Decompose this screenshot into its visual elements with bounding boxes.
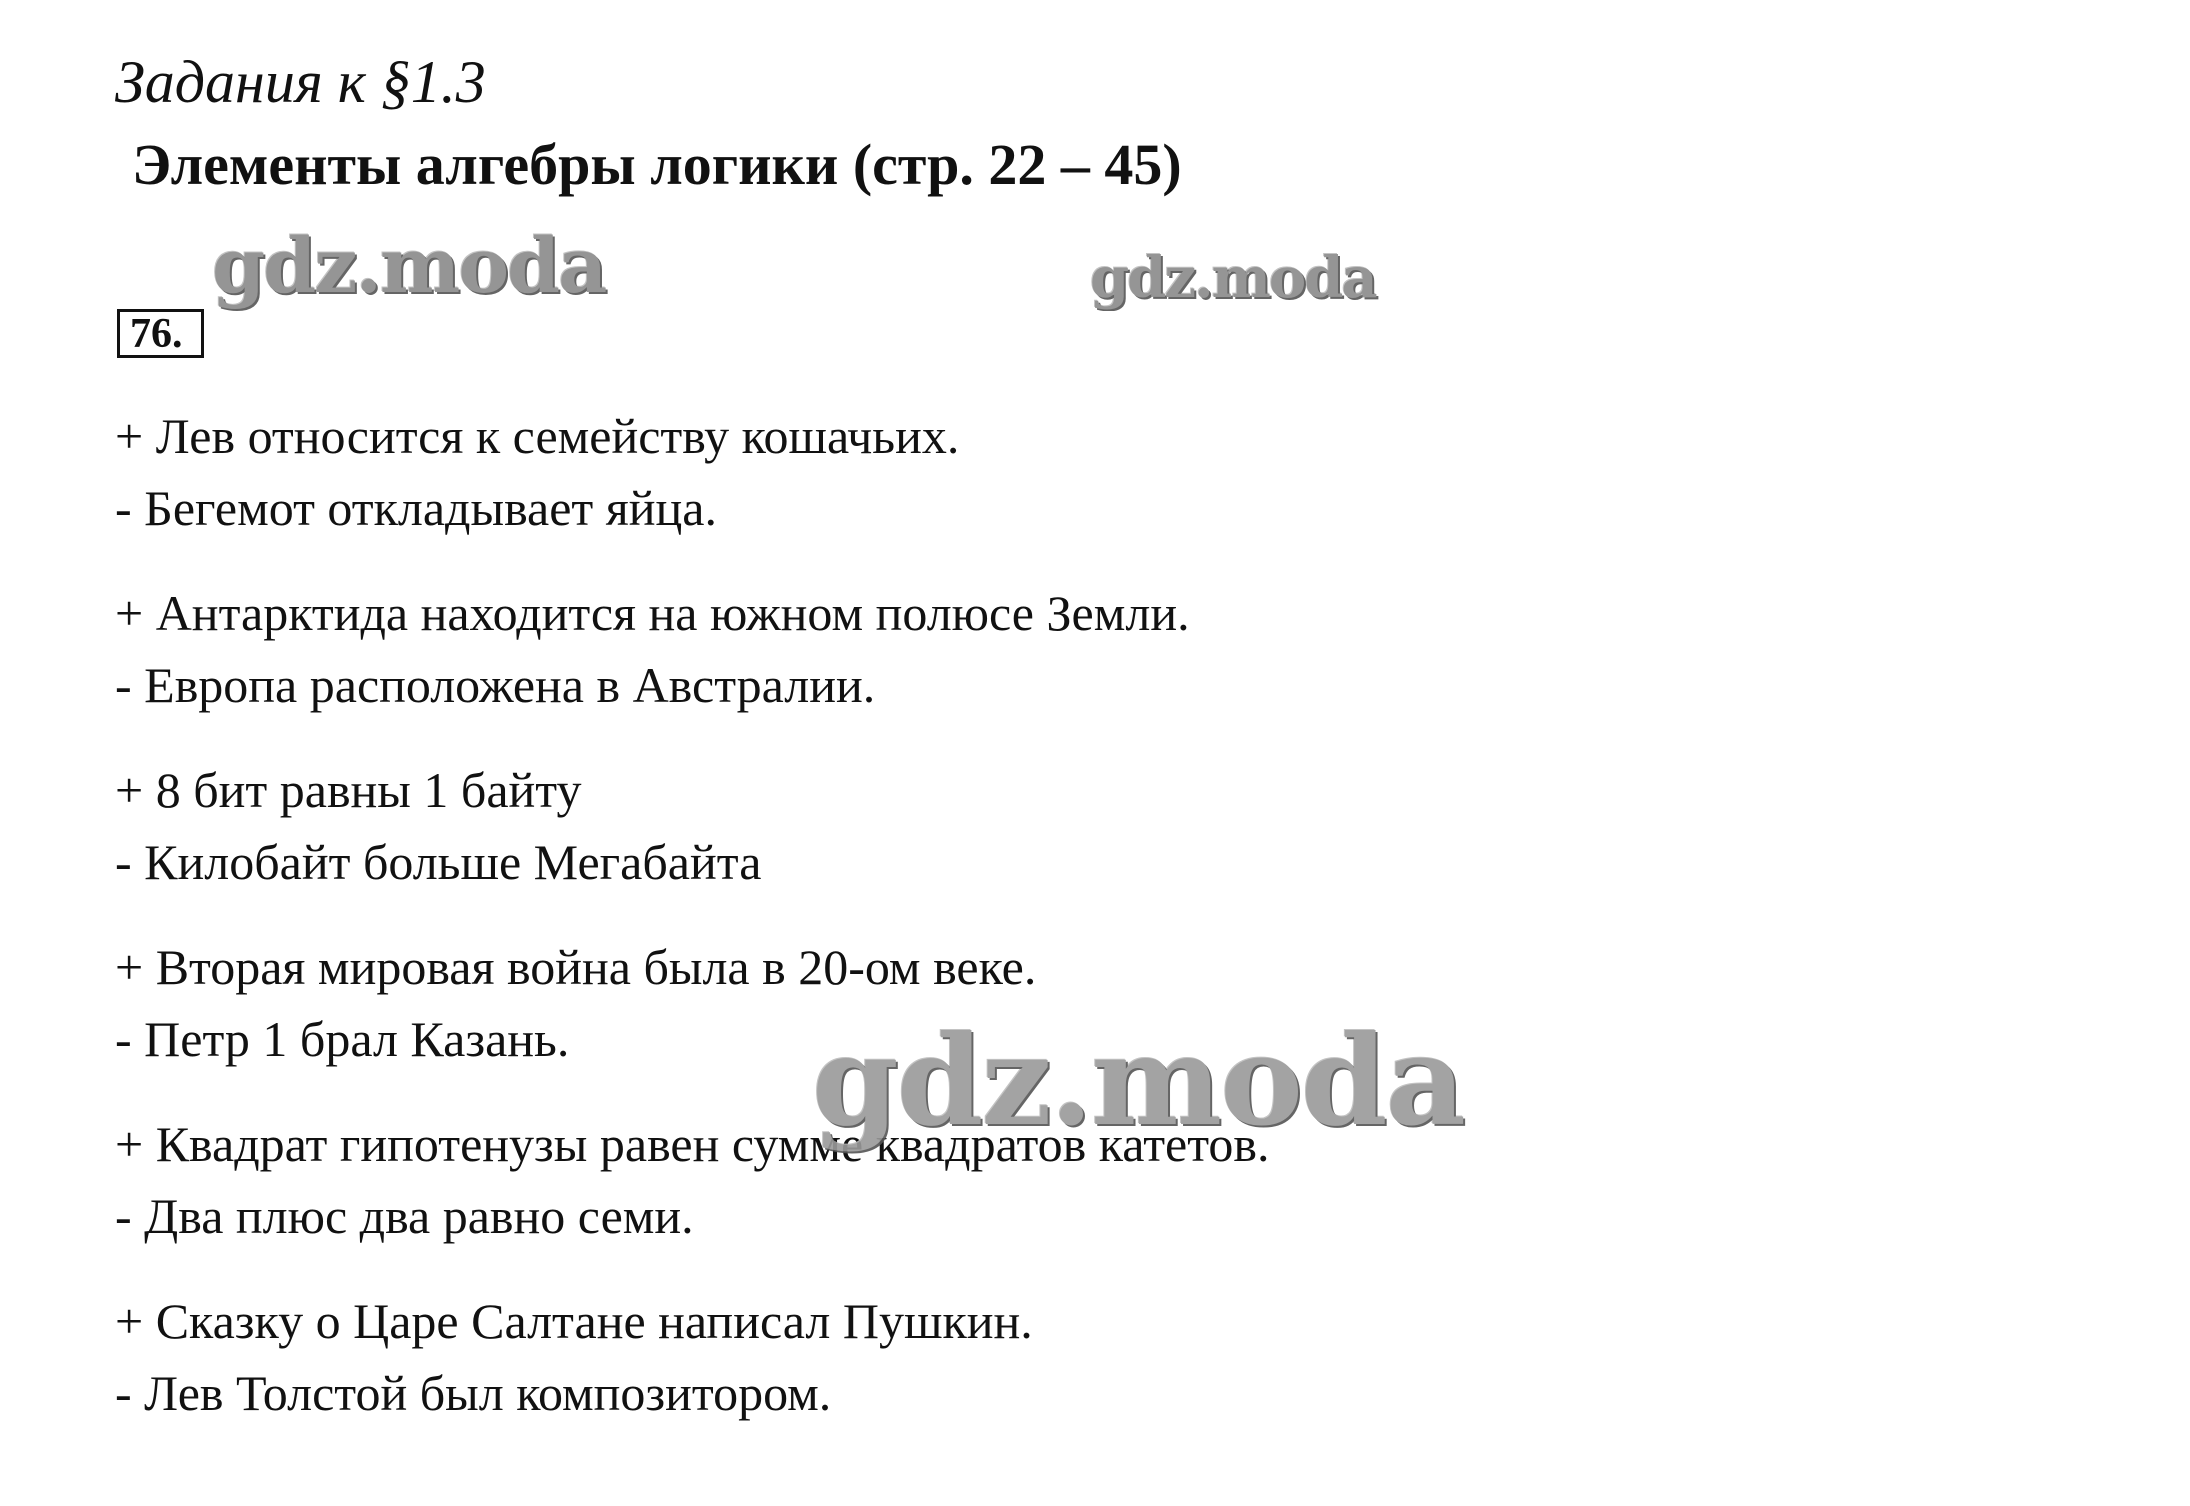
true-statement: + Антарктида находится на южном полюсе Земли. (115, 585, 1190, 641)
false-statement: - Петр 1 брал Казань. (115, 1011, 570, 1067)
statement-pair (115, 577, 1615, 721)
false-statement: - Два плюс два равно семи. (115, 1188, 694, 1244)
watermark-logo: gdz.moda (1090, 245, 1376, 311)
watermark-logo: gdz.moda (212, 221, 606, 310)
section-title: Задания к §1.3 (115, 49, 486, 115)
false-statement: - Килобайт больше Мегабайта (115, 834, 762, 890)
statement-pair (115, 400, 1615, 544)
true-statement: + Квадрат гипотенузы равен сумме квадратов катетов. (115, 1116, 1270, 1172)
true-statement: + Сказку о Царе Салтане написал Пушкин. (115, 1293, 1033, 1349)
statement-list (115, 400, 1615, 1462)
statement-pair (115, 1285, 1615, 1429)
true-statement: + Вторая мировая война была в 20-ом веке. (115, 939, 1037, 995)
true-statement: + Лев относится к семейству кошачьих. (115, 408, 960, 464)
topic-title: Элементы алгебры логики (стр. 22 – 45) (132, 132, 1182, 197)
true-statement: + 8 бит равны 1 байту (115, 762, 582, 818)
false-statement: - Лев Толстой был композитором. (115, 1365, 832, 1421)
statement-pair (115, 754, 1615, 898)
task-number-box: 76. (117, 309, 204, 358)
watermark-logo: gdz.moda (812, 1009, 1464, 1154)
false-statement: - Европа расположена в Австралии. (115, 657, 876, 713)
false-statement: - Бегемот откладывает яйца. (115, 480, 717, 536)
